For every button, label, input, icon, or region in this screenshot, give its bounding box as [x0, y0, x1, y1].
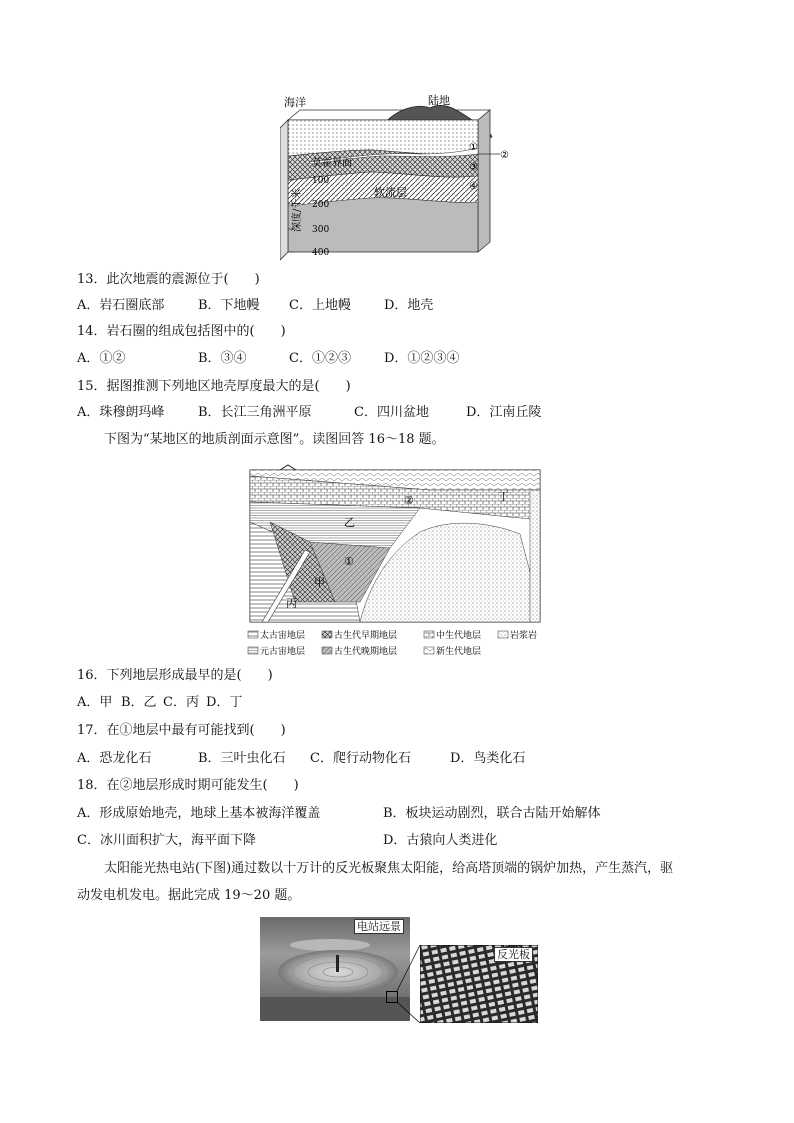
intro-19-20-line1: 太阳能光热电站(下图)通过数以十万计的反光板聚焦太阳能，给高塔顶端的锅炉加热，产生蒸汽，驱 [104, 861, 674, 876]
intro-16-18: 下图为“某地区的地质剖面示意图”。读图回答 16～18 题。 [104, 432, 445, 447]
depth-label: 深度/千米 [292, 188, 303, 232]
geologic-section-figure [240, 462, 550, 662]
solar-plant-figure [260, 917, 540, 1023]
label-1: ① [344, 555, 354, 568]
q14-option-c: C．①②③ [289, 351, 351, 366]
marker-3: ③ [469, 162, 478, 173]
reflector-label: 反光板 [494, 947, 533, 962]
legend-magmatic-rock: 岩浆岩 [510, 631, 538, 641]
marker-1: ① [469, 142, 478, 153]
q18-stem: 18．在②地层形成时期可能发生( ) [77, 778, 299, 793]
label-ding: 丁 [498, 490, 509, 503]
q17-stem: 17．在①地层中最有可能找到( ) [77, 723, 286, 738]
q13-option-b: B．下地幔 [198, 298, 260, 313]
label-bing: 丙 [286, 597, 297, 610]
legend-proterozoic: 元古宙地层 [260, 647, 306, 657]
asthenosphere-label: 软流层 [374, 186, 407, 199]
q16-option-a: A．甲 [77, 695, 113, 710]
moho-label: 莫霍界面 [312, 158, 352, 169]
plant-distant-label: 电站远景 [354, 919, 404, 934]
q15-stem: 15．据图推测下列地区地壳厚度最大的是( ) [77, 379, 351, 394]
q15-option-c: C．四川盆地 [354, 405, 429, 420]
legend-paleozoic-early: 古生代早期地层 [334, 631, 398, 641]
legend-paleozoic-late: 古生代晚期地层 [334, 647, 398, 657]
q15-option-b: B．长江三角洲平原 [198, 405, 312, 420]
q16-option-b: B．乙 [121, 695, 157, 710]
earth-layers-figure [280, 92, 520, 262]
land-label: 陆地 [428, 94, 450, 107]
q13-option-d: D．地壳 [384, 298, 434, 313]
inset-connector [260, 917, 540, 1023]
label-yi: 乙 [344, 516, 355, 529]
q18-option-c: C．冰川面积扩大，海平面下降 [77, 833, 256, 848]
depth-tick-100: 100 [312, 176, 330, 186]
q16-option-c: C．丙 [163, 695, 199, 710]
q14-option-a: A．①② [77, 351, 126, 366]
q16-option-d: D．丁 [206, 695, 243, 710]
label-jia: 甲 [314, 576, 325, 589]
ocean-label: 海洋 [284, 96, 306, 109]
marker-2: ② [500, 150, 509, 161]
q14-option-b: B．③④ [198, 351, 247, 366]
q18-option-b: B．板块运动剧烈，联合古陆开始解体 [383, 806, 601, 821]
q17-option-c: C．爬行动物化石 [310, 751, 411, 766]
q13-option-c: C．上地幔 [289, 298, 351, 313]
q13-stem: 13．此次地震的震源位于( ) [77, 272, 260, 287]
depth-tick-200: 200 [312, 200, 330, 210]
q18-option-a: A．形成原始地壳，地球上基本被海洋覆盖 [77, 806, 321, 821]
q18-option-d: D．古猿向人类进化 [383, 833, 498, 848]
q16-stem: 16．下列地层形成最早的是( ) [77, 668, 273, 683]
intro-19-20-line2: 动发电机发电。据此完成 19～20 题。 [77, 888, 301, 903]
q14-option-d: D．①②③④ [384, 351, 460, 366]
q14-stem: 14．岩石圈的组成包括图中的( ) [77, 324, 286, 339]
depth-tick-400: 400 [312, 248, 330, 258]
q13-option-a: A．岩石圈底部 [77, 298, 165, 313]
legend-archean: 太古宙地层 [260, 631, 306, 641]
q15-option-d: D．江南丘陵 [466, 405, 542, 420]
label-2: ② [404, 494, 414, 507]
legend-mesozoic: 中生代地层 [436, 631, 482, 641]
q17-option-b: B．三叶虫化石 [198, 751, 286, 766]
q17-option-d: D．鸟类化石 [450, 751, 526, 766]
q15-option-a: A．珠穆朗玛峰 [77, 405, 165, 420]
marker-4: ④ [469, 181, 478, 192]
q17-option-a: A．恐龙化石 [77, 751, 152, 766]
depth-tick-300: 300 [312, 225, 330, 235]
legend-cenozoic: 新生代地层 [436, 647, 482, 657]
